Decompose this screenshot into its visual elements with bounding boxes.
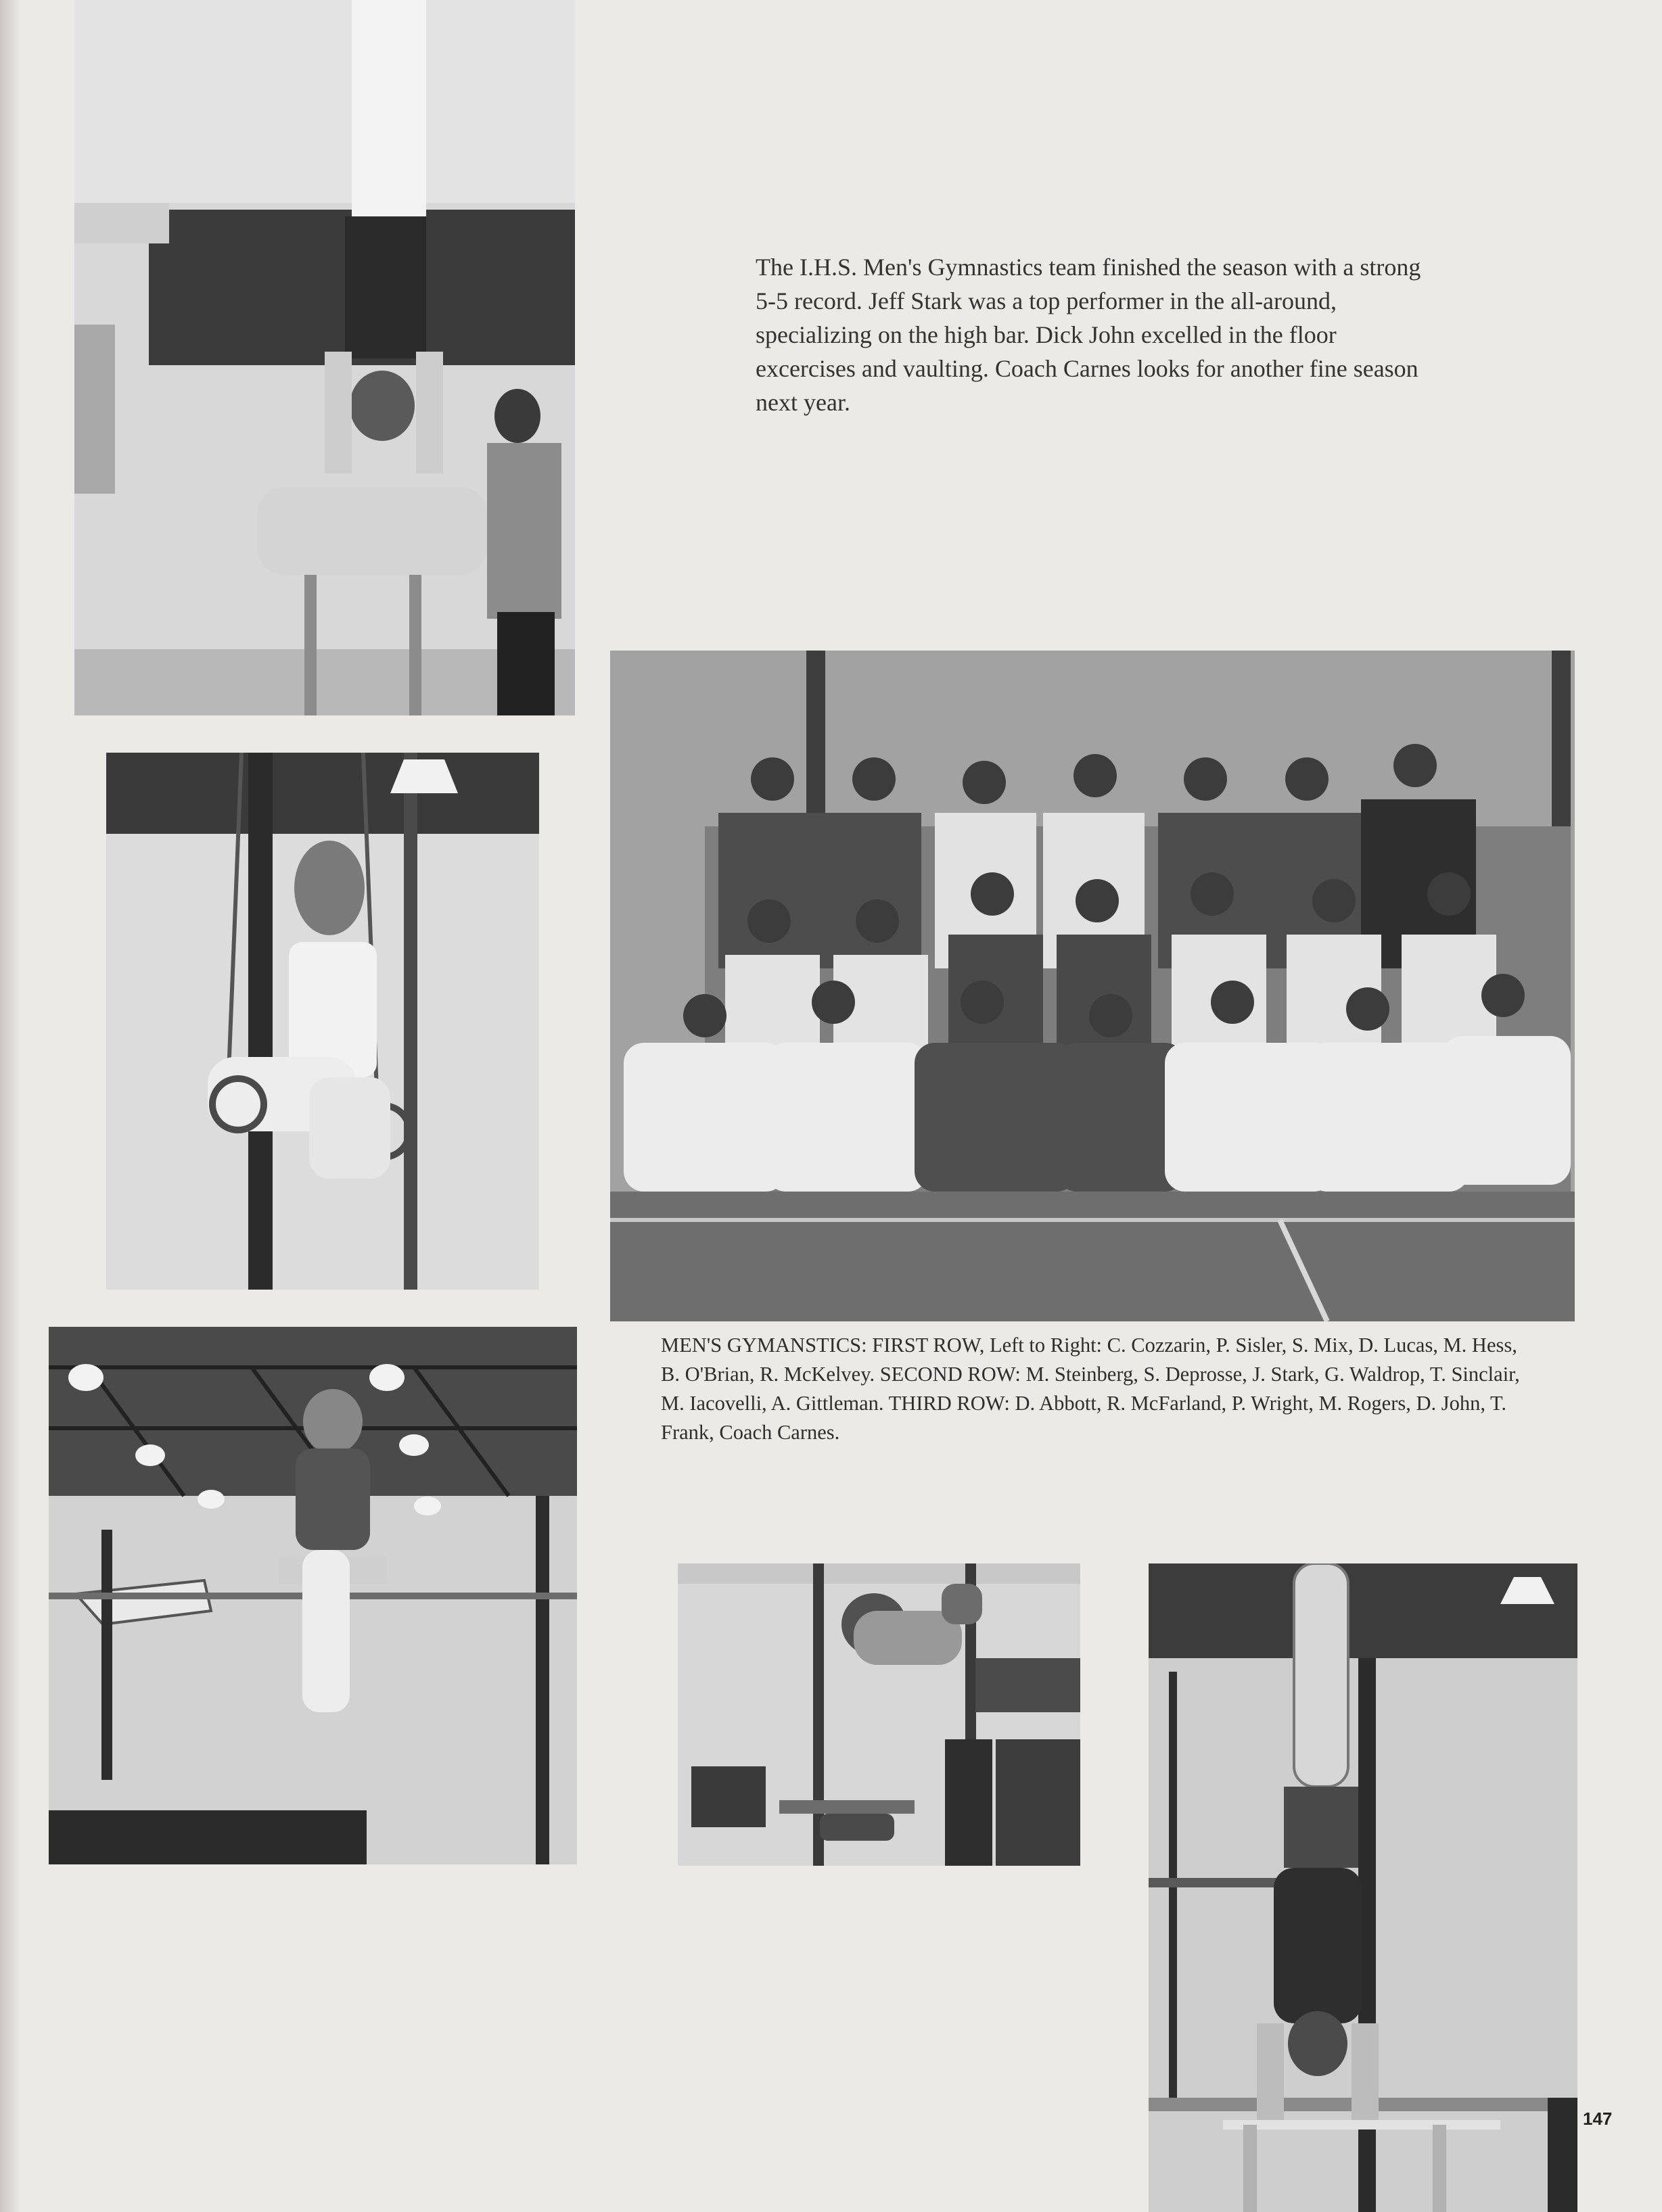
photo-high-bar: [49, 1327, 577, 1864]
page-binding-shadow: [0, 0, 20, 2212]
team-photo-caption: MEN'S GYMANSTICS: FIRST ROW, Left to Right: C. Cozzarin, P. Sisler, S. Mix, D. Lucas, M. Hess, B. O'Brian, R. McKelvey. SECOND ROW: M. Steinberg, S. Deprosse, J. Stark, G. Waldrop, T. Sinclair, M. Iacovelli, A. Gittleman. THIRD ROW: D. Abbott, R. McFarland, P. Wright, M. Rogers, D. John, T. Frank, Coach Carnes.: [661, 1334, 1520, 1444]
photo-pommel-horse: [74, 0, 575, 715]
intro-paragraph: The I.H.S. Men's Gymnastics team finished the season with a strong 5-5 record. Jeff Stark was a top performer in the all-around, specializing on the high bar. Dick John excelled in the floor excercises and vaulting. Coach Carnes looks for another fine season next year.: [756, 254, 1421, 416]
photo-team: [610, 651, 1575, 1321]
page-number: 147: [1583, 2109, 1613, 2129]
photo-floor-exercise: [678, 1563, 1080, 1866]
photo-still-rings: [106, 753, 539, 1290]
photo-parallel-bars: [1149, 1563, 1577, 2212]
